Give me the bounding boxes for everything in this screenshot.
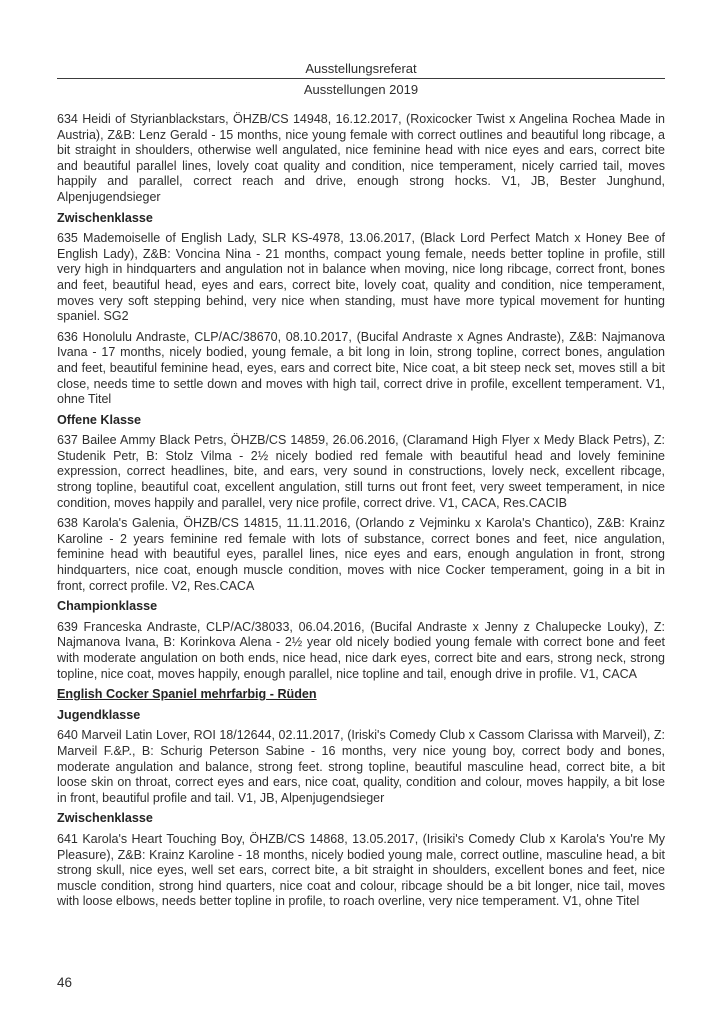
entry-639: 639 Franceska Andraste, CLP/AC/38033, 06.04.2016, (Bucifal Andraste x Jenny z Chalupecke Louky), Z: Najmanova Ivana, B: Korinkova Alena - 2½ year old nicely bodied young female with correct bone and feet with moderate angulation on both ends, nice head, nice dark eyes, correct bite and ears, strong neck, strong topline, nice coat, moves happily, enough parallel, nice topline and tail, enough drive in profile. V1, CACA bbox=[57, 619, 665, 681]
catalog-body bbox=[57, 112, 665, 910]
section-heading-english-cocker-spaniel-mehrfarbig-rueden: English Cocker Spaniel mehrfarbig - Rüden bbox=[57, 687, 317, 702]
document-header bbox=[57, 61, 665, 97]
entry-640: 640 Marveil Latin Lover, ROI 18/12644, 02.11.2017, (Iriski's Comedy Club x Cassom Clarissa with Marveil), Z: Marveil F.&P., B: Schurig Peterson Sabine - 16 months, very nice young boy, correct body and bones, moderate angulation and balance, strong feet. strong topline, beautiful masculine head, correct bite, a bit loose skin on throat, correct eyes and ears, nice coat, quality, condition and colour, moves happily, a bit lose in front, beautiful profile and tail. V1, JB, Alpenjugendsieger bbox=[57, 728, 665, 805]
entry-637: 637 Bailee Ammy Black Petrs, ÖHZB/CS 14859, 26.06.2016, (Claramand High Flyer x Medy Black Petrs), Z: Studenik Petr, B: Stolz Vilma - 2½ nicely bodied red female with beautiful head and lovely feminine expression, correct headlines, bite, and ears, very sound in constructions, lovely neck, excellent ribcage, strong topline, beautiful coat, excellent angulation, still turns out front feet, very sweet temperament, in nice condition, moves happily and parallel, very nice profile, correct drive. V1, CACA, Res.CACIB bbox=[57, 433, 665, 510]
report-subtitle: Ausstellungen 2019 bbox=[303, 82, 419, 97]
entry-634: 634 Heidi of Styrianblackstars, ÖHZB/CS 14948, 16.12.2017, (Roxicocker Twist x Angelina Rochea Made in Austria), Z&B: Lenz Gerald - 15 months, nice young female with correct outlines and beautiful long ribcage, a bit straight in shoulders, otherwise well angulated, nice feminine head with nice eyes and ears, correct bite and beautiful parallel lines, lovely coat quality and condition, nice temperament, nicely carried tail, moves happily and parallel, correct reach and drive, enough strong hocks. V1, JB, Bester Junghund, Alpenjugendsieger bbox=[57, 112, 665, 204]
header-rule bbox=[57, 78, 665, 79]
entry-641: 641 Karola's Heart Touching Boy, ÖHZB/CS 14868, 13.05.2017, (Irisiki's Comedy Club x Karola's You're My Pleasure), Z&B: Krainz Karoline - 18 months, nicely bodied young male, correct outline, masculine head, a bit strong skull, nice eyes, well set ears, correct bite, a bit straight in shoulders, excellent bones and feet, nice muscle condition, strong hind quarters, nice coat and colour, ribcage should be a bit longer, nice tail, moves with loose elbows, needs better topline in profile, to roach overline, very nice temperament. V1, ohne Titel bbox=[57, 831, 665, 909]
entry-635: 635 Mademoiselle of English Lady, SLR KS-4978, 13.06.2017, (Black Lord Perfect Match x Honey Bee of English Lady), Z&B: Voncina Nina - 21 months, compact young female, needs better topline in profile, still very high in hindquarters and angulation not in balance when moving, nice long ribcage, correct front, bones and feet, beautiful head, eyes and ears, correct bite, lovely coat, quality and condition, nice temperament, moves very soft stepping behind, very nice when standing, must have more typical movement for hunting spaniel. SG2 bbox=[57, 231, 665, 324]
entry-638: 638 Karola's Galenia, ÖHZB/CS 14815, 11.11.2016, (Orlando z Vejminku x Karola's Chantico), Z&B: Krainz Karoline - 2 years feminine red female with lots of substance, correct bones and feet, nice angulation, feminine head with beautiful eyes, parallel lines, nice eyes and ears, enough angulation in front, strong hindquarters, nice coat, enough muscle condition, moves with nice Cocker temperament, going in a bit in front, correct profile. V2, Res.CACA bbox=[57, 516, 665, 593]
class-heading-jugendklasse: Jugendklasse bbox=[57, 707, 141, 722]
class-heading-zwischenklasse-2: Zwischenklasse bbox=[57, 811, 153, 826]
class-heading-zwischenklasse: Zwischenklasse bbox=[57, 210, 153, 225]
entry-636: 636 Honolulu Andraste, CLP/AC/38670, 08.10.2017, (Bucifal Andraste x Agnes Andraste), Z&B: Najmanova Ivana - 17 months, nicely bodied, young female, a bit long in loin, strong topline, correct bones, angulation and feet, beautiful feminine head, eyes, ears and correct bite, Nice coat, a bit steep neck set, moves still a bit close, needs time to settle down and moves with high tail, correct drive in profile, excellent temperament. V1, ohne Titel bbox=[57, 329, 665, 407]
class-heading-offene-klasse: Offene Klasse bbox=[57, 412, 141, 427]
report-title: Ausstellungsreferat bbox=[305, 61, 417, 76]
page-content bbox=[57, 0, 665, 915]
class-heading-championklasse: Championklasse bbox=[57, 599, 158, 614]
page-number: 46 bbox=[57, 975, 73, 990]
